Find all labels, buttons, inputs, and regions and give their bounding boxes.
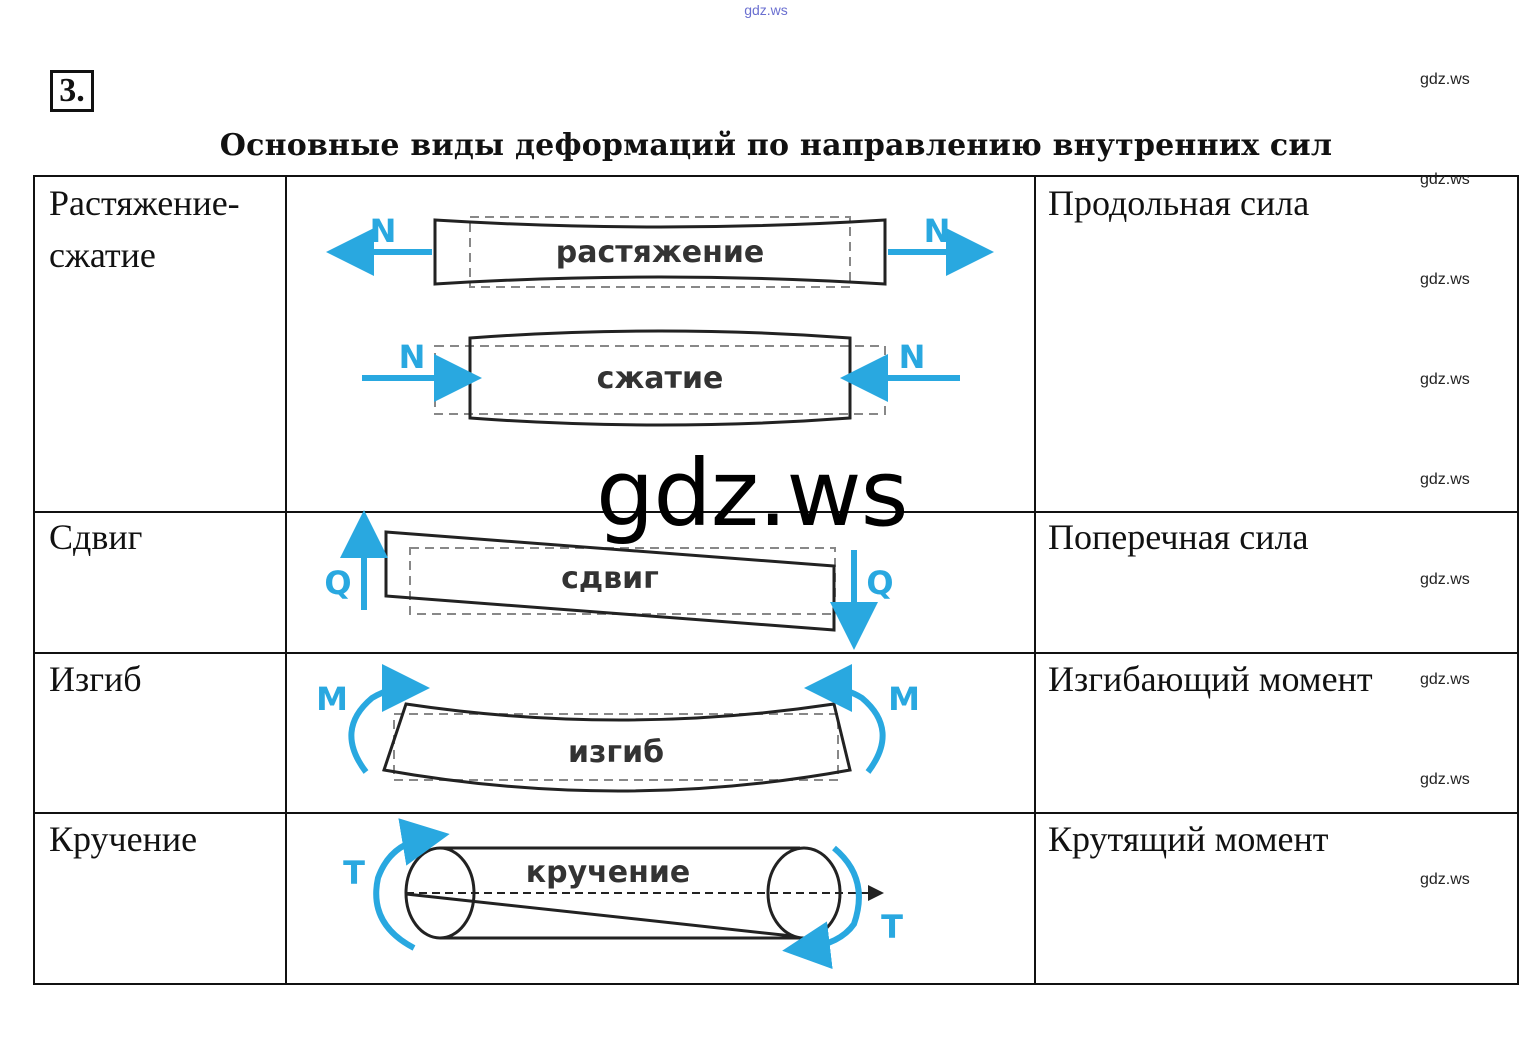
deformation-name: Изгиб: [49, 659, 142, 699]
side-watermark: gdz.ws: [1420, 571, 1470, 588]
torsion-label: кручение: [525, 855, 691, 890]
header-watermark: gdz.ws: [744, 2, 788, 18]
side-watermark: gdz.ws: [1420, 771, 1470, 788]
force-symbol: N: [898, 338, 926, 376]
deformation-name: Растяжение- сжатие: [49, 183, 240, 275]
torsion-left-moment-arrow: [376, 838, 426, 948]
side-watermark: gdz.ws: [1420, 871, 1470, 888]
side-watermark: gdz.ws: [1420, 471, 1470, 488]
task-number: 3.: [50, 70, 94, 112]
force-name: Поперечная сила: [1048, 517, 1309, 557]
side-watermark: gdz.ws: [1420, 271, 1470, 288]
force-symbol: Q: [324, 564, 352, 602]
center-watermark: gdz.ws: [596, 440, 908, 547]
force-symbol: M: [316, 680, 348, 718]
side-watermark: gdz.ws: [1420, 171, 1470, 188]
bending-label: изгиб: [567, 735, 665, 770]
force-symbol: N: [923, 212, 951, 250]
shear-label: сдвиг: [561, 561, 659, 596]
torsion-diagram: [330, 828, 930, 958]
force-name: Крутящий момент: [1048, 819, 1329, 859]
page-title: Основные виды деформаций по направлению внутренних сил: [219, 128, 1333, 163]
force-symbol: T: [343, 854, 365, 892]
force-symbol: Q: [866, 564, 894, 602]
force-symbol: N: [398, 338, 426, 376]
bending-diagram: [310, 670, 930, 800]
side-watermark: gdz.ws: [1420, 371, 1470, 388]
force-name: Изгибающий момент: [1048, 659, 1373, 699]
deformation-name: Сдвиг: [49, 517, 143, 557]
force-symbol: T: [881, 908, 903, 946]
force-symbol: N: [369, 212, 397, 250]
compression-label: сжатие: [596, 361, 724, 396]
column-divider: [285, 177, 287, 983]
force-symbol: M: [888, 680, 920, 718]
side-watermark: gdz.ws: [1420, 71, 1470, 88]
column-divider: [1034, 177, 1036, 983]
tension-compression-diagram: [320, 200, 1000, 440]
tension-label: растяжение: [555, 235, 765, 270]
force-name: Продольная сила: [1048, 183, 1310, 223]
torsion-twist-line: [406, 894, 792, 936]
deformation-name: Кручение: [49, 819, 198, 859]
bending-right-moment-arrow: [828, 688, 883, 772]
side-watermark: gdz.ws: [1420, 671, 1470, 688]
